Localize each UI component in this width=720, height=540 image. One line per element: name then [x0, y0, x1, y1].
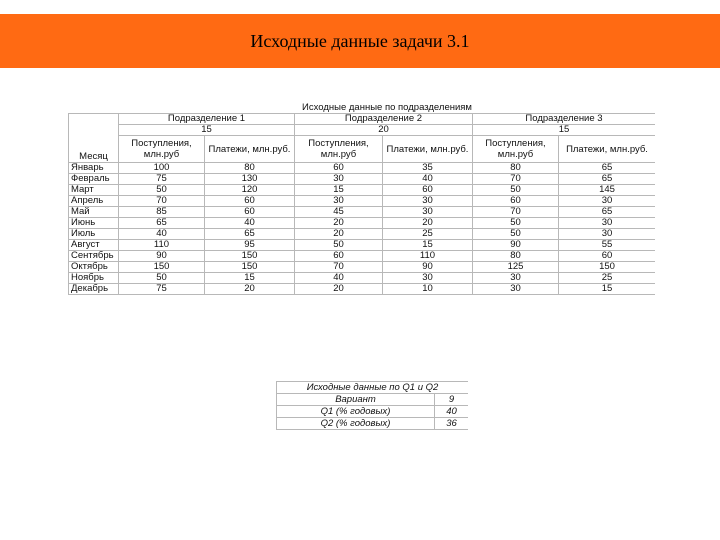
value-cell: 40 — [205, 218, 295, 229]
value-cell: 65 — [119, 218, 205, 229]
value-cell: 50 — [295, 240, 383, 251]
value-cell: 50 — [119, 273, 205, 284]
value-cell: 40 — [295, 273, 383, 284]
division-data-sheet — [68, 103, 655, 317]
value-cell: 110 — [383, 251, 473, 262]
q1-label: Q1 (% годовых) — [277, 406, 435, 418]
value-cell: 60 — [473, 196, 559, 207]
value-cell: 65 — [559, 207, 656, 218]
value-cell: 30 — [383, 196, 473, 207]
value-cell: 60 — [383, 185, 473, 196]
value-cell: 30 — [383, 207, 473, 218]
value-cell: 95 — [205, 240, 295, 251]
month-cell: Январь — [69, 163, 119, 174]
value-cell: 100 — [119, 163, 205, 174]
value-cell: 25 — [383, 229, 473, 240]
month-cell: Май — [69, 207, 119, 218]
value-cell: 65 — [205, 229, 295, 240]
payments-column-header: Платежи, млн.руб. — [383, 136, 473, 163]
table-row — [69, 262, 656, 273]
income-column-header: Поступления, млн.руб — [295, 136, 383, 163]
value-cell: 30 — [473, 273, 559, 284]
rate-data-table — [276, 381, 468, 430]
value-cell: 150 — [205, 262, 295, 273]
value-cell: 90 — [119, 251, 205, 262]
income-column-header: Поступления, млн.руб — [119, 136, 205, 163]
payments-column-header: Платежи, млн.руб. — [559, 136, 656, 163]
value-cell: 80 — [473, 163, 559, 174]
value-cell: 15 — [383, 240, 473, 251]
value-cell: 70 — [295, 262, 383, 273]
division-data-table — [68, 103, 655, 295]
month-cell: Март — [69, 185, 119, 196]
variant-value: 9 — [435, 394, 469, 406]
value-cell: 90 — [473, 240, 559, 251]
table-title: Исходные данные по подразделениям — [119, 103, 656, 114]
variant-label: Вариант — [277, 394, 435, 406]
table-row — [69, 240, 656, 251]
value-cell: 145 — [559, 185, 656, 196]
value-cell: 65 — [559, 163, 656, 174]
month-cell: Сентябрь — [69, 251, 119, 262]
table-row — [69, 185, 656, 196]
rate-table-title: Исходные данные по Q1 и Q2 — [277, 382, 469, 394]
value-cell: 15 — [205, 273, 295, 284]
value-cell: 10 — [383, 284, 473, 295]
value-cell: 50 — [119, 185, 205, 196]
month-cell: Июль — [69, 229, 119, 240]
value-cell: 60 — [559, 251, 656, 262]
value-cell: 50 — [473, 218, 559, 229]
table-row — [69, 251, 656, 262]
division-2-header: Подразделение 2 — [295, 114, 473, 125]
table-row — [277, 418, 469, 430]
value-cell: 125 — [473, 262, 559, 273]
value-cell: 40 — [119, 229, 205, 240]
value-cell: 85 — [119, 207, 205, 218]
division-3-value: 15 — [473, 125, 656, 136]
month-header: Месяц — [69, 114, 119, 163]
table-row — [69, 273, 656, 284]
value-cell: 130 — [205, 174, 295, 185]
table-row — [69, 207, 656, 218]
value-cell: 150 — [559, 262, 656, 273]
value-cell: 30 — [559, 196, 656, 207]
month-cell: Декабрь — [69, 284, 119, 295]
value-cell: 60 — [295, 163, 383, 174]
value-cell: 70 — [473, 207, 559, 218]
value-cell: 30 — [473, 284, 559, 295]
value-cell: 20 — [295, 284, 383, 295]
value-cell: 150 — [119, 262, 205, 273]
value-cell: 80 — [473, 251, 559, 262]
value-cell: 75 — [119, 284, 205, 295]
value-cell: 110 — [119, 240, 205, 251]
month-cell: Апрель — [69, 196, 119, 207]
table-row — [69, 229, 656, 240]
value-cell: 15 — [295, 185, 383, 196]
value-cell: 20 — [295, 229, 383, 240]
value-cell: 30 — [383, 273, 473, 284]
value-cell: 50 — [473, 229, 559, 240]
value-cell: 90 — [383, 262, 473, 273]
value-cell: 60 — [205, 196, 295, 207]
month-cell: Ноябрь — [69, 273, 119, 284]
table-row — [277, 406, 469, 418]
division-1-header: Подразделение 1 — [119, 114, 295, 125]
income-column-header: Поступления, млн.руб — [473, 136, 559, 163]
month-cell: Июнь — [69, 218, 119, 229]
value-cell: 20 — [295, 218, 383, 229]
value-cell: 15 — [559, 284, 656, 295]
month-cell: Октябрь — [69, 262, 119, 273]
q2-value: 36 — [435, 418, 469, 430]
value-cell: 30 — [559, 229, 656, 240]
table-row — [277, 394, 469, 406]
value-cell: 120 — [205, 185, 295, 196]
division-1-value: 15 — [119, 125, 295, 136]
month-cell: Август — [69, 240, 119, 251]
q1-value: 40 — [435, 406, 469, 418]
value-cell: 25 — [559, 273, 656, 284]
q2-label: Q2 (% годовых) — [277, 418, 435, 430]
value-cell: 30 — [295, 196, 383, 207]
title-banner — [0, 14, 720, 68]
value-cell: 40 — [383, 174, 473, 185]
value-cell: 20 — [383, 218, 473, 229]
value-cell: 35 — [383, 163, 473, 174]
value-cell: 50 — [473, 185, 559, 196]
value-cell: 55 — [559, 240, 656, 251]
value-cell: 60 — [295, 251, 383, 262]
value-cell: 45 — [295, 207, 383, 218]
value-cell: 20 — [205, 284, 295, 295]
table-row — [69, 174, 656, 185]
value-cell: 80 — [205, 163, 295, 174]
division-3-header: Подразделение 3 — [473, 114, 656, 125]
table-row — [69, 284, 656, 295]
table-row — [69, 218, 656, 229]
value-cell: 150 — [205, 251, 295, 262]
value-cell: 60 — [205, 207, 295, 218]
value-cell: 70 — [119, 196, 205, 207]
value-cell: 30 — [295, 174, 383, 185]
value-cell: 65 — [559, 174, 656, 185]
rate-data-sheet — [276, 381, 468, 433]
table-row — [69, 196, 656, 207]
value-cell: 75 — [119, 174, 205, 185]
value-cell: 70 — [473, 174, 559, 185]
payments-column-header: Платежи, млн.руб. — [205, 136, 295, 163]
division-2-value: 20 — [295, 125, 473, 136]
table-row — [69, 163, 656, 174]
value-cell: 30 — [559, 218, 656, 229]
month-cell: Февраль — [69, 174, 119, 185]
slide-title: Исходные данные задачи 3.1 — [250, 30, 470, 51]
